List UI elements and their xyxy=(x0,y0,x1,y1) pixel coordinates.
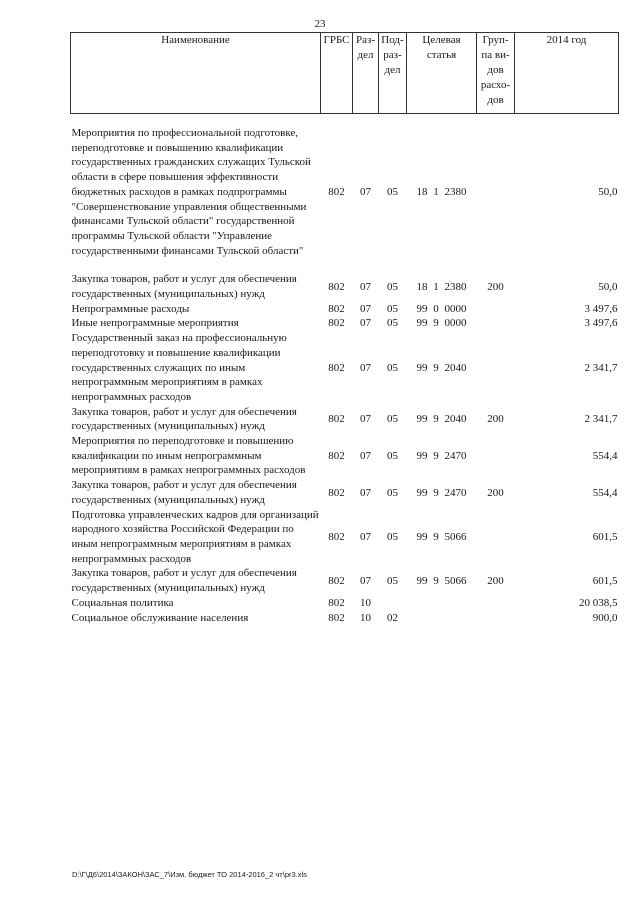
row-target: 99 9 0000 xyxy=(416,317,467,330)
row-target xyxy=(407,611,477,626)
row-amount: 554,4 xyxy=(592,449,618,462)
row-grbs: 802 xyxy=(328,530,345,543)
row-group xyxy=(477,434,515,478)
row-grbs: 802 xyxy=(328,574,345,587)
table-row xyxy=(71,316,619,331)
row-razdel: 10 xyxy=(360,611,371,624)
row-podrazdel: 05 xyxy=(387,361,398,374)
row-razdel: 07 xyxy=(360,413,371,425)
header-razdel: Раз-дел xyxy=(353,33,379,114)
header-year: 2014 год xyxy=(515,33,619,114)
header-name: Наименование xyxy=(71,33,321,114)
row-podrazdel: 05 xyxy=(387,413,398,425)
row-podrazdel xyxy=(379,596,407,611)
row-razdel: 07 xyxy=(360,361,371,374)
row-group: 200 xyxy=(487,574,504,587)
row-razdel: 07 xyxy=(360,185,371,198)
row-razdel: 07 xyxy=(360,317,371,330)
row-name: Мероприятия по переподготовке и повышению квалификации по иным непрограммным мероприятиям в рамках непрограммных расходов xyxy=(71,435,306,477)
row-podrazdel: 05 xyxy=(387,317,398,330)
row-target: 99 9 5066 xyxy=(416,574,467,587)
row-podrazdel: 05 xyxy=(387,530,398,543)
table-row xyxy=(71,596,619,611)
row-razdel: 07 xyxy=(360,574,371,587)
row-razdel: 07 xyxy=(360,486,371,499)
row-name: Государственный заказ на профессиональную переподготовку и повышение квалификации государственных служащих по иным непрограммным мероприятиям в рамках непрограммных расходов xyxy=(71,332,287,403)
row-grbs: 802 xyxy=(328,317,345,330)
row-group xyxy=(477,596,515,611)
row-podrazdel: 05 xyxy=(387,280,398,293)
row-grbs: 802 xyxy=(328,280,345,293)
table-row xyxy=(71,272,619,301)
row-name: Закупка товаров, работ и услуг для обеспечения государственных (муниципальных) нужд xyxy=(71,273,297,301)
row-name: Социальная политика xyxy=(71,596,174,609)
row-group xyxy=(477,611,515,626)
row-name: Иные непрограммные мероприятия xyxy=(71,317,239,330)
row-grbs: 802 xyxy=(328,361,345,374)
header-group: Груп-па ви-дов расхо-дов xyxy=(477,33,515,114)
row-target: 99 9 5066 xyxy=(416,530,467,543)
row-target: 99 9 2040 xyxy=(416,361,467,374)
row-target xyxy=(407,596,477,611)
row-grbs: 802 xyxy=(328,449,345,462)
row-amount: 3 497,6 xyxy=(584,317,618,330)
row-group xyxy=(477,302,515,317)
row-podrazdel: 05 xyxy=(387,185,398,198)
row-podrazdel: 02 xyxy=(387,611,398,624)
row-amount: 601,5 xyxy=(592,530,618,543)
row-grbs: 802 xyxy=(328,486,345,499)
row-grbs: 802 xyxy=(328,302,345,315)
table-row xyxy=(71,434,619,478)
table-row xyxy=(71,478,619,507)
row-name: Социальное обслуживание населения xyxy=(71,611,249,624)
row-amount: 2 341,7 xyxy=(584,413,618,425)
table-row xyxy=(71,302,619,317)
row-group: 200 xyxy=(487,486,504,499)
row-name: Подготовка управленческих кадров для организаций народного хозяйства Российской Федерации по иным непрограммным мероприятиям в рамках непрограммных расходов xyxy=(71,508,319,565)
table-row xyxy=(71,126,619,258)
row-amount: 50,0 xyxy=(598,185,618,198)
row-grbs: 802 xyxy=(328,185,345,198)
row-name: Непрограммные расходы xyxy=(71,302,190,315)
row-name: Мероприятия по профессиональной подготовке, переподготовке и повышению квалификации государственных гражданских служащих Тульской области в сфере повышения эффективности бюджетных расходов в рамках подпрограммы "Совершенствование управления общественными финансами Тульской области" государственной программы Тульской области "Управление государственными финансами Тульской области" xyxy=(71,127,311,257)
row-target: 99 9 2470 xyxy=(416,449,467,462)
row-amount: 2 341,7 xyxy=(584,361,618,374)
table-row xyxy=(71,508,619,567)
row-podrazdel: 05 xyxy=(387,486,398,499)
row-podrazdel: 05 xyxy=(387,449,398,462)
table-row xyxy=(71,566,619,595)
row-target: 99 9 2040 xyxy=(416,413,467,425)
row-group xyxy=(477,331,515,405)
row-group: 200 xyxy=(487,280,504,293)
row-podrazdel: 05 xyxy=(387,574,398,587)
row-razdel: 07 xyxy=(360,280,371,293)
file-path-footer: D:\Г\Д6\2014\ЗАКОН\ЗАС_7\Изм. бюджет ТО 2014-2016_2 чт\pr3.xls xyxy=(72,870,307,879)
row-grbs: 802 xyxy=(328,611,345,624)
row-target: 18 1 2380 xyxy=(416,280,467,293)
row-podrazdel: 05 xyxy=(387,302,398,315)
row-target: 18 1 2380 xyxy=(416,185,467,198)
row-group xyxy=(477,316,515,331)
row-group: 200 xyxy=(487,413,504,425)
row-razdel: 07 xyxy=(360,449,371,462)
row-name: Закупка товаров, работ и услуг для обеспечения государственных (муниципальных) нужд xyxy=(71,567,297,595)
row-razdel: 07 xyxy=(360,302,371,315)
row-grbs: 802 xyxy=(328,596,345,609)
header-podrazdel: Под-раз-дел xyxy=(379,33,407,114)
row-amount: 900,0 xyxy=(592,611,618,624)
row-razdel: 10 xyxy=(360,596,371,609)
table-row xyxy=(71,611,619,626)
header-target: Целевая статья xyxy=(407,33,477,114)
row-group xyxy=(477,126,515,258)
row-target: 99 9 2470 xyxy=(416,486,467,499)
table-header-row xyxy=(71,33,619,114)
row-amount: 20 038,5 xyxy=(579,596,618,609)
row-amount: 554,4 xyxy=(592,486,618,499)
header-grbs: ГРБС xyxy=(321,33,353,114)
row-name: Закупка товаров, работ и услуг для обеспечения государственных (муниципальных) нужд xyxy=(71,479,297,506)
row-amount: 601,5 xyxy=(592,574,618,587)
budget-table xyxy=(70,32,619,625)
row-name: Закупка товаров, работ и услуг для обеспечения государственных (муниципальных) нужд xyxy=(71,405,297,433)
page-number: 23 xyxy=(314,18,326,30)
table-row xyxy=(71,405,619,434)
row-grbs: 802 xyxy=(328,413,345,425)
row-target: 99 0 0000 xyxy=(416,302,467,315)
row-amount: 50,0 xyxy=(598,280,618,293)
row-amount: 3 497,6 xyxy=(584,302,618,315)
table-row xyxy=(71,331,619,405)
row-razdel: 07 xyxy=(360,530,371,543)
row-group xyxy=(477,508,515,567)
